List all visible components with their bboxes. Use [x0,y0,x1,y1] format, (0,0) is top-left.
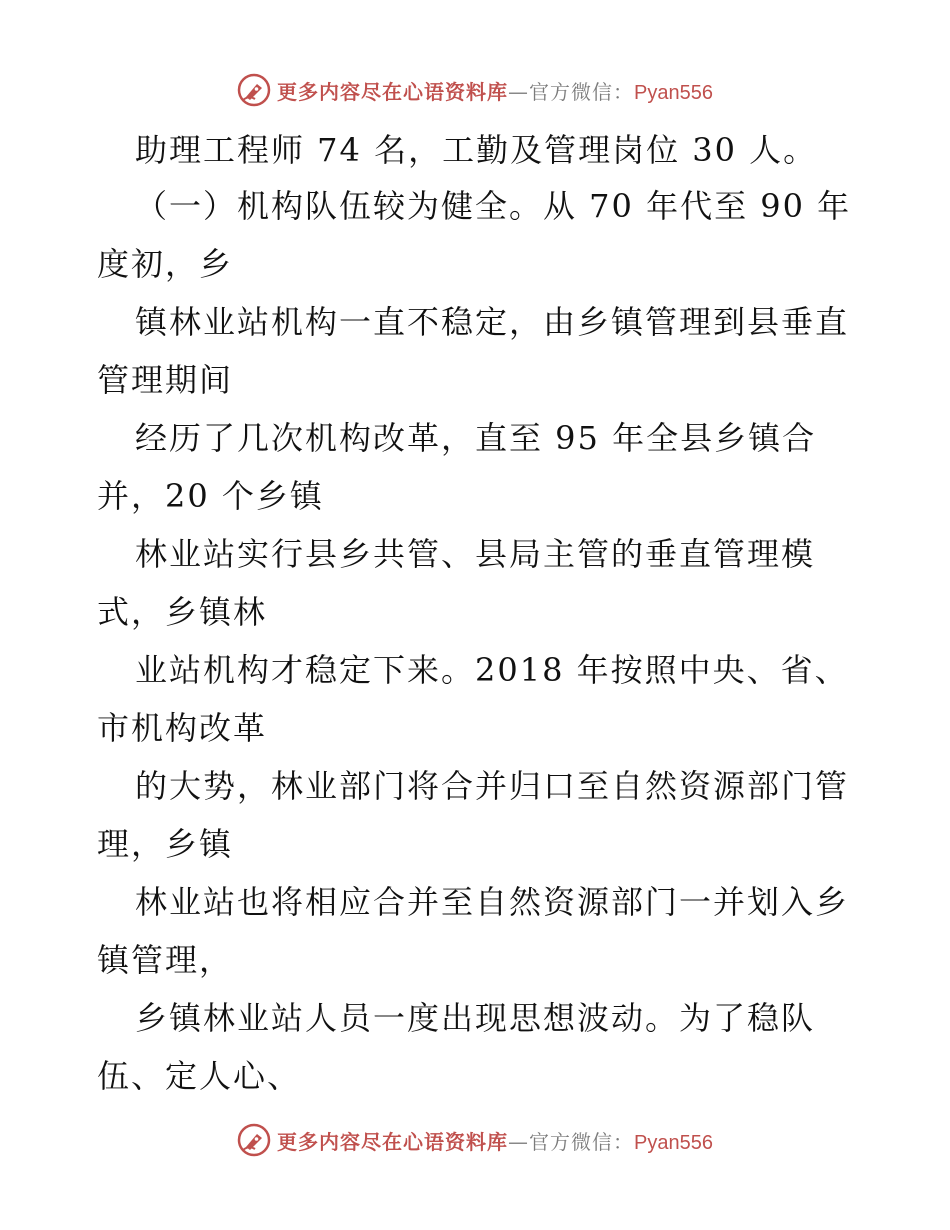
banner-dash: — [508,79,530,104]
text-line: 并，20 个乡镇 [97,477,324,515]
text-line: 管理期间 [97,361,234,399]
text-line: 林业站实行县乡共管、县局主管的垂直管理模 [135,535,816,573]
banner-wechat-id: Pyan556 [634,1131,713,1154]
footer-banner-text [277,1126,713,1155]
pen-nib-logo-icon [237,1123,271,1157]
banner-wechat-label: 官方微信： [529,1129,635,1154]
banner-wechat-id: Pyan556 [634,81,713,104]
header-banner [0,70,950,110]
banner-dash: — [508,1129,530,1154]
text-line: 理，乡镇 [97,825,234,863]
pen-nib-logo-icon [237,73,271,107]
text-line: 乡镇林业站人员一度出现思想波动。为了稳队 [135,999,816,1037]
text-line: 的大势，林业部门将合并归口至自然资源部门管 [135,767,850,805]
footer-banner [0,1120,950,1160]
banner-wechat-label: 官方微信： [529,79,635,104]
banner-main-text: 更多内容尽在心语资料库 [277,1129,509,1154]
text-line: 助理工程师 74 名，工勤及管理岗位 30 人。 [135,131,818,169]
header-banner-text [277,76,713,105]
text-line: 式，乡镇林 [97,593,268,631]
text-line: 市机构改革 [97,709,268,747]
text-line: 经历了几次机构改革，直至 95 年全县乡镇合 [135,419,817,457]
text-line: 度初，乡 [97,245,234,283]
text-line: 镇管理， [97,941,234,979]
text-line: 林业站也将相应合并至自然资源部门一并划入乡 [135,883,850,921]
text-line: 镇林业站机构一直不稳定，由乡镇管理到县垂直 [135,303,850,341]
text-line: （一）机构队伍较为健全。从 70 年代至 90 年 [135,187,852,225]
text-line: 业站机构才稳定下来。2018 年按照中央、省、 [135,651,849,689]
text-line: 伍、定人心、 [97,1057,302,1095]
banner-main-text: 更多内容尽在心语资料库 [277,79,509,104]
